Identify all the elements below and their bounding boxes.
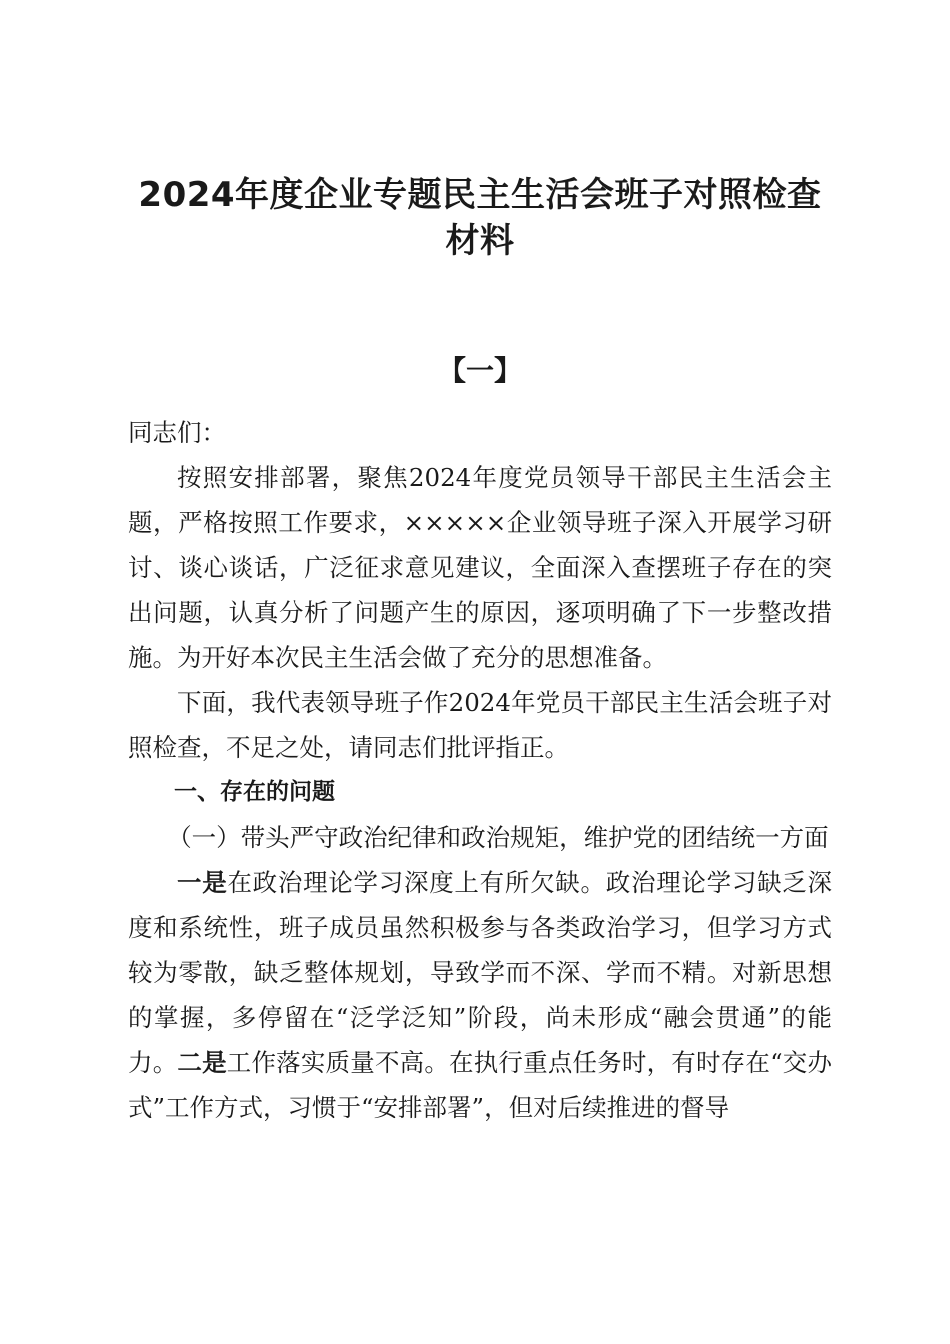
heading-political-discipline: （一）带头严守政治纪律和政治规矩，维护党的团结统一方面 [167, 823, 829, 852]
document-page [128, 0, 832, 1344]
document-title: 2024年度企业专题民主生活会班子对照检查材料 [138, 175, 822, 261]
lead-first: 一是 [177, 868, 228, 897]
problem-first-text: 在政治理论学习深度上有所欠缺。政治理论学习缺乏深度和系统性，班子成员虽然积极参与各类政治学习，但学习方式较为零散，缺乏整体规划，导致学而不深、学而不精。对新思想的掌握，多停留在“泛学泛知”阶段，尚未形成“融会贯通”的能力。 [128, 868, 833, 1077]
paragraph-problems [128, 860, 832, 1130]
heading-existing-problems: 一、存在的问题 [174, 779, 335, 805]
paragraph-intro: 按照安排部署，聚焦2024年度党员领导干部民主生活会主题，严格按照工作要求，×××××企业领导班子深入开展学习研讨、谈心谈话，广泛征求意见建议，全面深入查摆班子存在的突出问题，认真分析了问题产生的原因，逐项明确了下一步整改措施。为开好本次民主生活会做了充分的思想准备。 [128, 463, 832, 672]
lead-second: 二是 [177, 1048, 227, 1077]
document-body [128, 410, 832, 1130]
problem-second-text: 工作落实质量不高。在执行重点任务时，有时存在“交办式”工作方式，习惯于“安排部署”，但对后续推进的督导 [128, 1048, 832, 1122]
paragraph-report: 下面，我代表领导班子作2024年党员干部民主生活会班子对照检查，不足之处，请同志们批评指正。 [128, 688, 832, 762]
salutation: 同志们： [128, 418, 226, 447]
section-mark: 【一】 [437, 354, 522, 387]
